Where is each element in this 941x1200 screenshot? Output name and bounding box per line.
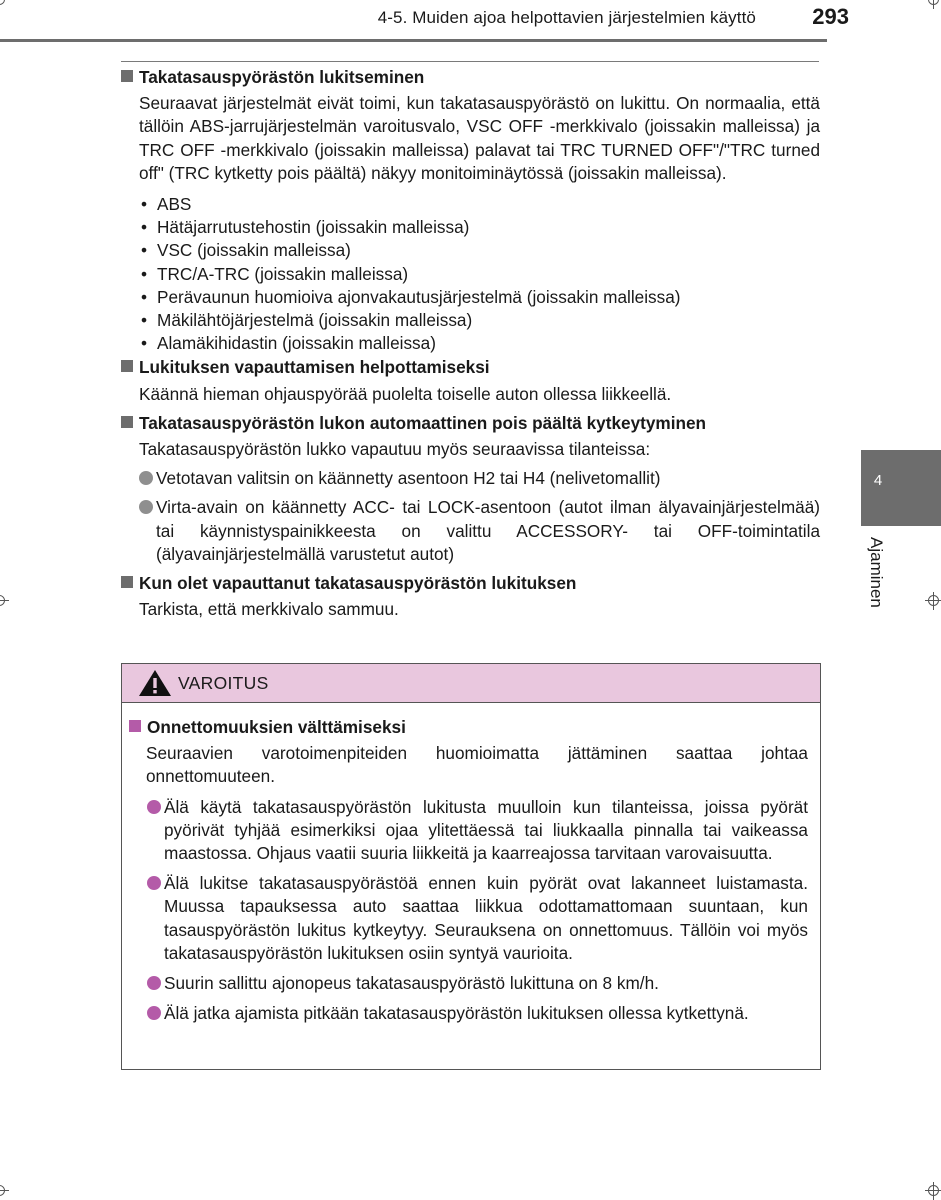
list-item: • ABS <box>141 193 820 216</box>
section-heading: Takatasauspyörästön lukon automaattinen pois päältä kytkeytyminen <box>121 412 820 435</box>
chapter-tab <box>861 450 941 526</box>
main-content <box>121 66 820 621</box>
crop-mark-bottom-left <box>0 1182 9 1200</box>
content-top-rule <box>121 61 819 62</box>
square-bullet-icon <box>121 360 133 372</box>
page-header-title: 4-5. Muiden ajoa helpottavien järjestelmien käyttö <box>377 8 756 27</box>
list-item: Älä jatka ajamista pitkään takatasauspyörästön lukituksen ollessa kytkettynä. <box>147 1002 808 1025</box>
section-release-help <box>121 356 820 405</box>
list-item: Suurin sallittu ajonopeus takatasauspyörästö lukittuna on 8 km/h. <box>147 972 808 995</box>
square-bullet-icon <box>129 720 141 732</box>
warning-box <box>121 663 821 1070</box>
warning-header <box>122 664 820 703</box>
page-number: 293 <box>812 4 849 29</box>
list-item: Vetotavan valitsin on käännetty asentoon H2 tai H4 (nelivetomallit) <box>139 467 820 490</box>
list-item: • Alamäkihidastin (joissakin malleissa) <box>141 332 820 355</box>
square-bullet-icon <box>121 576 133 588</box>
section-paragraph: Seuraavat järjestelmät eivät toimi, kun takatasauspyörästö on lukittu. On normaalia, että tällöin ABS-jarrujärjestelmän varoitusvalo, VSC OFF -merkkivalo (joissakin malleissa) ja TRC OFF -merkkivalo (joissakin malleissa) palavat tai TRC TURNED OFF"/"TRC turned off" (TRC kytketty pois päältä) näkyy monitoiminäytössä (joissakin malleissa). <box>139 93 820 183</box>
section-after-release <box>121 572 820 621</box>
list-item: • VSC (joissakin malleissa) <box>141 239 820 262</box>
section-auto-release <box>121 412 820 566</box>
section-heading: Takatasauspyörästön lukitseminen <box>121 66 820 89</box>
section-heading: Lukituksen vapauttamisen helpottamiseksi <box>121 356 820 379</box>
crop-mark-mid-right <box>925 592 941 610</box>
list-item: Älä lukitse takatasauspyörästöä ennen kuin pyörät ovat lakanneet luistamasta. Muussa tapauksessa auto saattaa liikkua odottamattomaan suuntaan, kun tasauspyörästön lukitus kytkeytyy. Seurauksena on onnettomuus. Tällöin voi myös takatasauspyörästön lukituksen osiin syntyä vaurioita. <box>147 872 808 965</box>
warning-body <box>122 703 820 1025</box>
circle-bullet-icon <box>139 500 153 514</box>
warning-heading: Onnettomuuksien välttämiseksi <box>129 716 808 739</box>
list-item: Älä käytä takatasauspyörästön lukitusta muulloin kun tilanteissa, joissa pyörät pyörivät tyhjää esimerkiksi ojaa ylitettäessä tai liukkaalla pinnalla tai vaikeassa maastossa. Ohjaus vaatii suuria liikkeitä ja kaarreajossa tarvitaan varovaisuutta. <box>147 796 808 866</box>
header-rule <box>0 39 827 42</box>
disabled-systems-list <box>141 193 820 355</box>
section-paragraph: Tarkista, että merkkivalo sammuu. <box>139 599 399 620</box>
list-item: • Perävaunun huomioiva ajonvakautusjärjestelmä (joissakin malleissa) <box>141 286 820 309</box>
list-item: Virta-avain on käännetty ACC- tai LOCK-asentoon (autot ilman älyavainjärjestelmää) tai käynnistyspainikkeesta on valittu ACCESSORY- tai OFF-toimintatila (älyavainjärjestelmällä varustetut autot) <box>139 496 820 566</box>
chapter-label: Ajaminen <box>867 537 886 608</box>
square-bullet-icon <box>121 416 133 428</box>
circle-bullet-icon <box>147 876 161 890</box>
crop-mark-bottom-right <box>925 1182 941 1200</box>
list-item: • Hätäjarrutustehostin (joissakin malleissa) <box>141 216 820 239</box>
chapter-number: 4 <box>873 472 883 489</box>
warning-title: VAROITUS <box>178 672 269 693</box>
crop-mark-mid-left <box>0 592 9 610</box>
circle-bullet-icon <box>147 976 161 990</box>
section-lock <box>121 66 820 355</box>
warning-paragraph: Seuraavien varotoimenpiteiden huomioimatta jättäminen saattaa johtaa onnettomuuteen. <box>146 743 808 787</box>
list-item: • Mäkilähtöjärjestelmä (joissakin malleissa) <box>141 309 820 332</box>
crop-mark-top-left <box>0 0 9 9</box>
section-paragraph: Käännä hieman ohjauspyörää puolelta toiselle auton ollessa liikkeellä. <box>139 383 672 404</box>
crop-mark-top-right <box>925 0 941 9</box>
warning-triangle-icon <box>138 669 172 697</box>
list-item: • TRC/A-TRC (joissakin malleissa) <box>141 263 820 286</box>
circle-bullet-icon <box>147 800 161 814</box>
circle-bullet-icon <box>147 1006 161 1020</box>
section-paragraph: Takatasauspyörästön lukko vapautuu myös seuraavissa tilanteissa: <box>139 439 651 460</box>
square-bullet-icon <box>121 70 133 82</box>
section-heading: Kun olet vapauttanut takatasauspyörästön lukituksen <box>121 572 820 595</box>
circle-bullet-icon <box>139 471 153 485</box>
